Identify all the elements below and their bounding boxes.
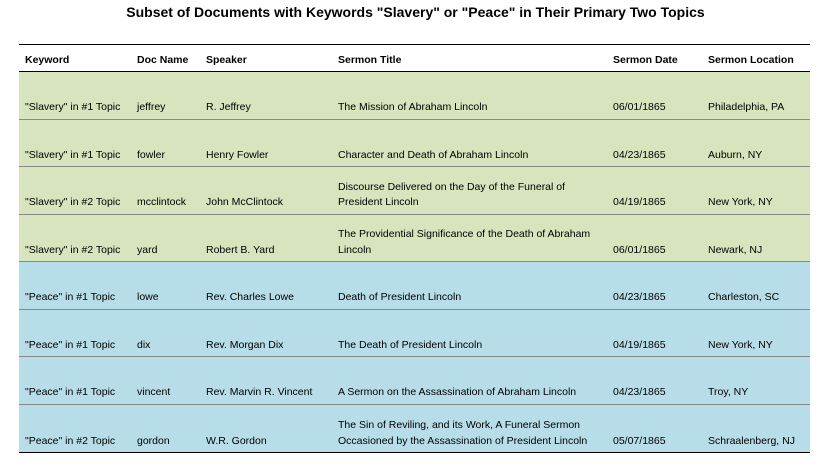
cell-sermon-title: Death of President Lincoln	[338, 291, 462, 303]
cell-sermon-location: Auburn, NY	[708, 148, 763, 161]
cell-keyword: "Slavery" in #2 Topic	[25, 196, 121, 208]
cell-keyword: "Slavery" in #1 Topic	[25, 148, 121, 161]
table-row	[19, 215, 810, 263]
cell-doc-name: vincent	[137, 386, 171, 398]
cell-sermon-date: 06/01/1865	[613, 101, 666, 113]
table-row	[19, 405, 810, 453]
documents-table	[19, 44, 810, 453]
cell-keyword: "Peace" in #1 Topic	[25, 291, 116, 303]
cell-speaker: Rev. Charles Lowe	[206, 291, 294, 303]
header-doc-name: Doc Name	[137, 53, 189, 66]
cell-sermon-title: Discourse Delivered on the Day of the Funeral of President Lincoln	[338, 180, 566, 208]
cell-sermon-date: 04/23/1865	[613, 386, 666, 398]
header-keyword: Keyword	[25, 53, 70, 66]
cell-doc-name: fowler	[137, 148, 166, 161]
table-header-row	[19, 45, 810, 72]
cell-sermon-date: 04/23/1865	[613, 148, 666, 161]
table-row	[19, 120, 810, 168]
cell-keyword: "Slavery" in #2 Topic	[25, 243, 121, 256]
cell-speaker: Henry Fowler	[206, 148, 269, 161]
table-row	[19, 357, 810, 405]
cell-keyword: "Peace" in #1 Topic	[25, 338, 116, 351]
header-sermon-date: Sermon Date	[613, 53, 678, 66]
header-speaker: Speaker	[206, 53, 247, 66]
cell-sermon-location: Troy, NY	[708, 386, 749, 398]
cell-sermon-location: New York, NY	[708, 196, 773, 208]
cell-doc-name: jeffrey	[137, 101, 166, 113]
cell-doc-name: lowe	[137, 291, 159, 303]
cell-sermon-location: Newark, NJ	[708, 243, 763, 256]
cell-keyword: "Peace" in #1 Topic	[25, 386, 116, 398]
cell-sermon-title: A Sermon on the Assassination of Abraham Lincoln	[338, 386, 577, 398]
cell-sermon-title: The Providential Significance of the Death of Abraham Lincoln	[338, 228, 591, 256]
cell-keyword: "Peace" in #2 Topic	[25, 434, 116, 447]
cell-sermon-location: Philadelphia, PA	[708, 101, 785, 113]
cell-sermon-date: 05/07/1865	[613, 434, 666, 447]
cell-doc-name: gordon	[137, 434, 170, 447]
cell-sermon-location: Schraalenberg, NJ	[708, 434, 795, 447]
table-row	[19, 72, 810, 120]
cell-speaker: Robert B. Yard	[206, 243, 275, 256]
cell-sermon-title: The Mission of Abraham Lincoln	[338, 101, 488, 113]
cell-sermon-date: 06/01/1865	[613, 243, 666, 256]
cell-sermon-title: The Death of President Lincoln	[338, 338, 483, 351]
cell-sermon-location: New York, NY	[708, 338, 773, 351]
table-row	[19, 167, 810, 215]
table-row	[19, 310, 810, 358]
cell-sermon-date: 04/19/1865	[613, 338, 666, 351]
cell-speaker: John McClintock	[206, 196, 284, 208]
cell-sermon-title: The Sin of Reviling, and its Work, A Funeral Sermon Occasioned by the Assassination of President Lincoln	[338, 419, 588, 447]
cell-keyword: "Slavery" in #1 Topic	[25, 101, 121, 113]
cell-speaker: R. Jeffrey	[206, 101, 251, 113]
cell-doc-name: dix	[137, 338, 151, 351]
cell-speaker: Rev. Marvin R. Vincent	[206, 386, 313, 398]
page-title: Subset of Documents with Keywords "Slavery" or "Peace" in Their Primary Two Topics	[126, 4, 705, 20]
cell-speaker: Rev. Morgan Dix	[206, 338, 284, 351]
table-row	[19, 262, 810, 310]
cell-sermon-date: 04/19/1865	[613, 196, 666, 208]
header-sermon-location: Sermon Location	[708, 53, 794, 66]
cell-doc-name: yard	[137, 243, 158, 256]
cell-sermon-title: Character and Death of Abraham Lincoln	[338, 148, 529, 161]
cell-doc-name: mcclintock	[137, 196, 187, 208]
cell-speaker: W.R. Gordon	[206, 434, 267, 447]
cell-sermon-location: Charleston, SC	[708, 291, 780, 303]
cell-sermon-date: 04/23/1865	[613, 291, 666, 303]
header-sermon-title: Sermon Title	[338, 53, 402, 66]
